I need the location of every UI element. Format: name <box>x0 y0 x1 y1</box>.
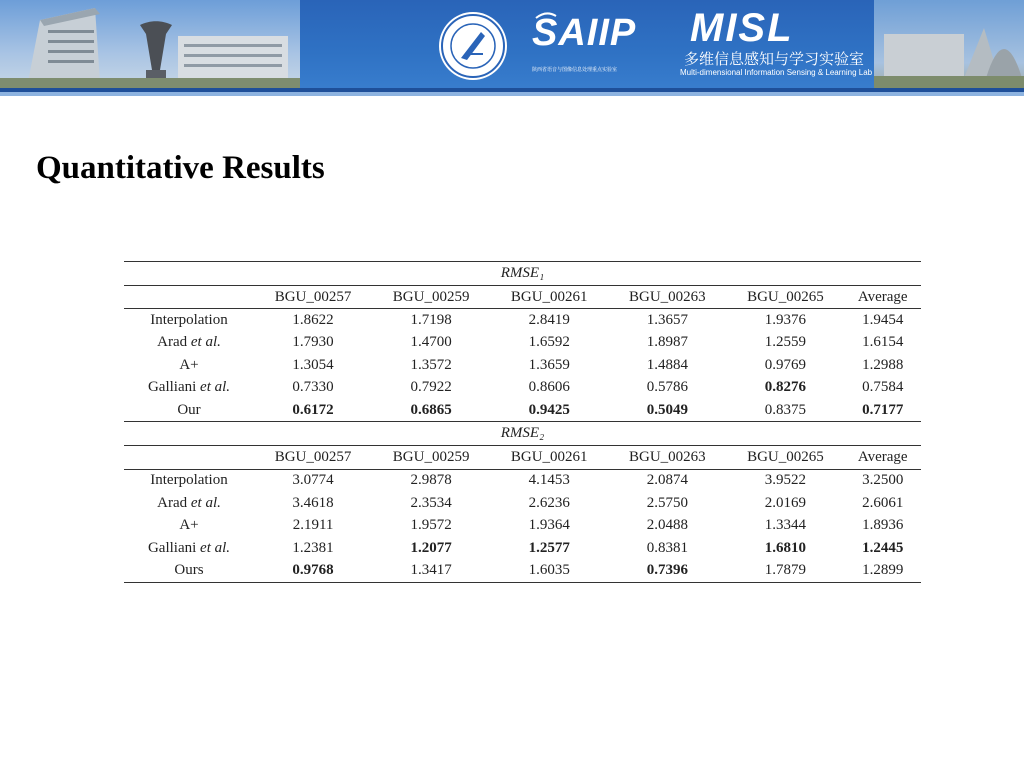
method-label: Interpolation <box>150 312 228 329</box>
value-cell: 1.9376 <box>764 312 807 329</box>
method-label: Ours <box>174 561 204 578</box>
table-row <box>124 515 921 537</box>
method-label: Arad <box>157 494 191 511</box>
value-cell: 0.6865 <box>410 401 452 418</box>
value-cell: 1.6154 <box>862 334 904 351</box>
table-row <box>124 559 921 582</box>
table-row <box>124 492 921 514</box>
method-name <box>124 377 254 399</box>
method-name <box>124 399 254 422</box>
value-cell: 2.0169 <box>764 494 807 511</box>
value-cell: 1.4700 <box>410 334 452 351</box>
value-cell: 1.9454 <box>862 312 904 329</box>
method-name <box>124 354 254 376</box>
value-cell: 1.2988 <box>862 356 904 373</box>
method-name <box>124 537 254 559</box>
value-cell: 0.7396 <box>608 559 726 582</box>
column-header-row <box>124 446 921 469</box>
method-suffix: et al. <box>190 494 221 511</box>
value-cell: 0.8375 <box>764 401 807 418</box>
value-cell: 1.9364 <box>528 517 570 534</box>
value-cell: 1.8936 <box>862 517 904 534</box>
misl-english-name: Multi-dimensional Information Sensing & Learning Lab <box>680 68 873 77</box>
column-header: Average <box>844 286 921 309</box>
metric-caption-row <box>124 422 921 446</box>
value-cell: 1.2445 <box>862 539 904 556</box>
value-cell: 0.9768 <box>254 559 372 582</box>
value-cell: 1.3659 <box>528 356 570 373</box>
table-row <box>124 537 921 559</box>
value-cell: 1.7198 <box>410 312 452 329</box>
value-cell: 0.5049 <box>646 401 688 418</box>
value-cell: 0.8606 <box>528 379 570 396</box>
value-cell: 1.2381 <box>292 539 334 556</box>
table-row <box>124 377 921 399</box>
value-cell: 0.6172 <box>292 401 334 418</box>
value-cell: 2.6236 <box>528 494 570 511</box>
method-label: Arad <box>157 334 191 351</box>
value-cell: 1.7930 <box>292 334 334 351</box>
value-cell: 2.1911 <box>292 517 334 534</box>
metric-caption-row <box>124 262 921 286</box>
value-cell: 3.0774 <box>292 472 334 489</box>
column-header: BGU_00257 <box>254 286 372 309</box>
method-name <box>124 559 254 582</box>
value-cell: 2.3534 <box>410 494 452 511</box>
method-label: Galliani <box>147 539 201 556</box>
value-cell: 0.9425 <box>528 401 570 418</box>
value-cell: 2.9878 <box>410 472 452 489</box>
saiip-wordmark: SAIIP <box>532 12 637 54</box>
value-cell: 1.2559 <box>764 334 807 351</box>
method-label: Our <box>177 401 201 418</box>
campus-photo-left <box>0 0 300 90</box>
value-cell: 1.9572 <box>410 517 452 534</box>
metric-caption: RMSE₁ <box>124 262 921 286</box>
results-table <box>124 261 921 583</box>
value-cell: 0.9769 <box>764 356 807 373</box>
value-cell: 2.0874 <box>646 472 688 489</box>
table-row <box>124 332 921 354</box>
campus-photo-right <box>874 0 1024 90</box>
method-name <box>124 332 254 354</box>
column-header: BGU_00263 <box>608 446 726 469</box>
value-cell: 1.2899 <box>844 559 921 582</box>
method-name <box>124 515 254 537</box>
value-cell: 1.3054 <box>292 356 334 373</box>
university-seal-logo <box>437 10 509 82</box>
method-label: A+ <box>179 517 199 534</box>
table-row <box>124 309 921 332</box>
slide-title: Quantitative Results <box>36 150 325 186</box>
value-cell: 1.2077 <box>410 539 452 556</box>
column-header: Average <box>844 446 921 469</box>
column-header: BGU_00265 <box>726 446 844 469</box>
column-header: BGU_00265 <box>726 286 844 309</box>
value-cell: 2.6061 <box>862 494 904 511</box>
method-suffix: et al. <box>200 379 231 396</box>
value-cell: 3.2500 <box>862 472 904 489</box>
metric-caption: RMSE₂ <box>124 422 921 446</box>
value-cell: 0.8276 <box>764 379 807 396</box>
method-name <box>124 469 254 492</box>
column-header: BGU_00263 <box>608 286 726 309</box>
value-cell: 4.1453 <box>528 472 570 489</box>
value-cell: 1.8987 <box>646 334 688 351</box>
table-row <box>124 399 921 422</box>
header-banner <box>0 0 1024 96</box>
value-cell: 1.7879 <box>726 559 844 582</box>
column-header: BGU_00259 <box>372 446 490 469</box>
column-header: BGU_00261 <box>490 286 608 309</box>
value-cell: 1.3417 <box>372 559 490 582</box>
method-suffix: et al. <box>200 539 231 556</box>
value-cell: 0.7330 <box>292 379 334 396</box>
column-header: BGU_00261 <box>490 446 608 469</box>
value-cell: 2.8419 <box>528 312 570 329</box>
column-header-method <box>124 286 254 309</box>
misl-chinese-name: 多维信息感知与学习实验室 <box>684 50 865 68</box>
value-cell: 0.8381 <box>646 539 688 556</box>
value-cell: 2.5750 <box>646 494 688 511</box>
column-header: BGU_00257 <box>254 446 372 469</box>
value-cell: 1.4884 <box>646 356 688 373</box>
table-row <box>124 469 921 492</box>
method-label: A+ <box>179 356 199 373</box>
value-cell: 3.9522 <box>764 472 807 489</box>
value-cell: 1.6592 <box>528 334 570 351</box>
value-cell: 1.2577 <box>528 539 570 556</box>
value-cell: 2.0488 <box>646 517 688 534</box>
value-cell: 1.3572 <box>410 356 452 373</box>
value-cell: 3.4618 <box>292 494 334 511</box>
table-row <box>124 354 921 376</box>
column-header-row <box>124 286 921 309</box>
value-cell: 1.8622 <box>292 312 334 329</box>
value-cell: 1.3344 <box>764 517 807 534</box>
value-cell: 1.3657 <box>646 312 688 329</box>
value-cell: 0.7584 <box>862 379 904 396</box>
method-suffix: et al. <box>190 334 221 351</box>
method-name <box>124 309 254 332</box>
banner-divider-light <box>0 92 1024 96</box>
method-label: Galliani <box>147 379 201 396</box>
value-cell: 0.5786 <box>646 379 688 396</box>
column-header: BGU_00259 <box>372 286 490 309</box>
value-cell: 1.6810 <box>764 539 807 556</box>
column-header-method <box>124 446 254 469</box>
value-cell: 0.7177 <box>862 401 904 418</box>
method-label: Interpolation <box>150 472 228 489</box>
method-name <box>124 492 254 514</box>
misl-wordmark: MISL <box>690 6 794 50</box>
value-cell: 1.6035 <box>490 559 608 582</box>
value-cell: 0.7922 <box>410 379 452 396</box>
saiip-subtitle: 陕西省语音与图像信息处理重点实验室 <box>532 67 618 73</box>
